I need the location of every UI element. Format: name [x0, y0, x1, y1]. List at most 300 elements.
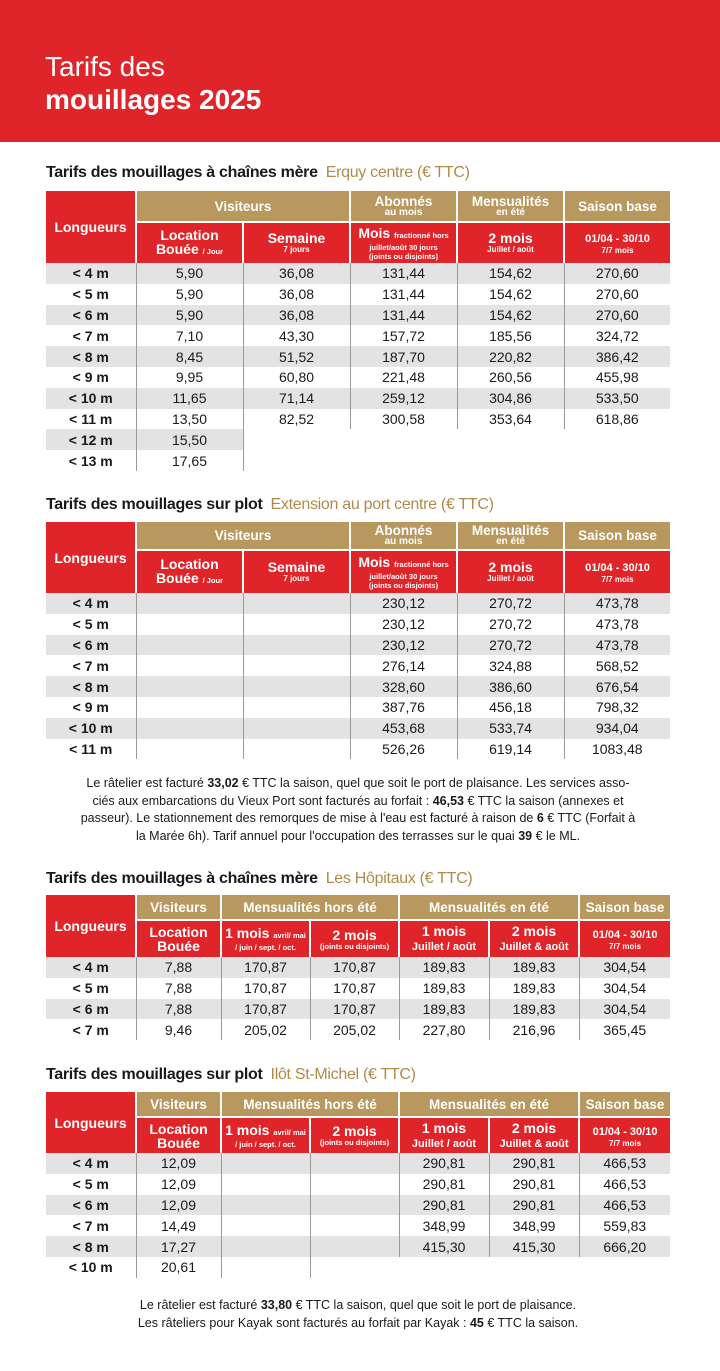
header-deux-mois [457, 550, 564, 593]
price-cell [221, 1236, 310, 1257]
note-text: € TTC la saison, quel que soit le port de plaisance. [292, 1298, 577, 1312]
price-cell: 290,81 [399, 1195, 489, 1216]
price-cell [243, 593, 350, 614]
header-un-mois-small: avril/ mai [273, 1127, 306, 1137]
price-cell: 12,09 [136, 1153, 221, 1174]
header-un-mois-ete [399, 1117, 489, 1153]
price-cell [457, 450, 564, 471]
header-deux-mois-sub: (joints ou disjoints) [319, 941, 390, 951]
price-cell: 473,78 [564, 614, 670, 635]
header-semaine [243, 222, 350, 263]
header-semaine-label: Semaine [267, 559, 326, 575]
price-cell: 227,80 [399, 1019, 489, 1040]
section-title-main: Tarifs des mouillages sur plot [46, 1066, 263, 1083]
price-cell: 353,64 [457, 409, 564, 430]
tarif-table-extension-port-centre [46, 522, 670, 759]
price-cell: 466,53 [579, 1174, 670, 1195]
header-deux-mois [310, 920, 399, 957]
price-cell: 12,09 [136, 1174, 221, 1195]
price-cell [579, 1257, 670, 1278]
row-length-label: < 4 m [46, 957, 136, 978]
price-cell [489, 1257, 579, 1278]
price-cell: 324,88 [457, 655, 564, 676]
section-title-main: Tarifs des mouillages sur plot [46, 496, 263, 513]
header-abonnes-sub: au mois [384, 536, 423, 547]
header-mensualites-label: Mensualités [471, 523, 550, 538]
price-cell: 466,53 [579, 1195, 670, 1216]
header-semaine-sub: 7 jours [283, 245, 310, 254]
table-row [46, 284, 670, 305]
header-location [136, 550, 243, 593]
price-cell [310, 1174, 399, 1195]
table-row [46, 1257, 670, 1278]
row-length-label: < 7 m [72, 657, 109, 674]
header-location-bouee: Bouée [157, 1134, 200, 1151]
header-mois-sub1: fractionné hors [394, 559, 449, 569]
header-un-mois-sub: / juin / sept. / oct. [235, 1139, 296, 1149]
row-length-label: < 5 m [72, 286, 109, 303]
price-cell: 466,53 [579, 1153, 670, 1174]
price-cell: 455,98 [564, 367, 670, 388]
note-text: € TTC (Forfait à [543, 811, 636, 825]
price-cell: 221,48 [350, 367, 457, 388]
price-cell [564, 450, 670, 471]
tarif-table-erquy-centre [46, 191, 670, 471]
table-row [46, 263, 670, 284]
price-cell [243, 718, 350, 739]
price-cell: 7,88 [136, 957, 221, 978]
header-dates-label: 01/04 - 30/10 [592, 1125, 658, 1138]
tarif-table-ilot-st-michel [46, 1092, 670, 1278]
header-longueurs: Longueurs [46, 191, 136, 263]
table-row [46, 429, 670, 450]
header-semaine-sub: 7 jours [283, 574, 310, 583]
price-cell: 473,78 [564, 635, 670, 656]
price-cell: 131,44 [350, 305, 457, 326]
price-cell [457, 429, 564, 450]
header-saison: Saison base [564, 191, 670, 222]
price-cell: 526,26 [350, 739, 457, 760]
price-cell: 17,27 [136, 1236, 221, 1257]
price-cell: 170,87 [310, 999, 399, 1020]
note-text: la Marée 6h). Tarif annuel pour l'occupation des terrasses sur le quai [135, 828, 519, 843]
price-cell: 300,58 [350, 409, 457, 430]
header-mois-sub2: juillet/août 30 jours [369, 242, 438, 252]
note-value: 46,53 [432, 793, 464, 808]
page-title-line2: mouillages 2025 [45, 84, 262, 115]
header-semaine-label: Semaine [267, 230, 326, 246]
header-un-mois-ete-label: 1 mois [421, 1119, 467, 1136]
header-mensualites-sub: en été [496, 206, 525, 218]
header-un-mois [221, 1117, 310, 1153]
header-deux-mois-ete [489, 1117, 579, 1153]
price-cell: 189,83 [399, 999, 489, 1020]
price-cell [221, 1153, 310, 1174]
section-subtitle: Les Hôpitaux (€ TTC) [325, 870, 473, 887]
price-cell: 189,83 [399, 978, 489, 999]
price-cell [243, 676, 350, 697]
price-cell: 934,04 [564, 718, 670, 739]
header-visiteurs: Visiteurs [136, 522, 350, 550]
price-cell: 619,14 [457, 739, 564, 760]
price-cell [221, 1215, 310, 1236]
header-dates-sub: 7/7 mois [609, 1138, 642, 1148]
table-row [46, 718, 670, 739]
row-length-label: < 7 m [72, 1217, 109, 1234]
header-en-ete: Mensualités en été [399, 895, 579, 920]
header-un-mois-sub: / juin / sept. / oct. [235, 943, 296, 952]
price-cell [310, 1153, 399, 1174]
header-saison: Saison base [564, 522, 670, 550]
price-cell [310, 1215, 399, 1236]
price-cell: 456,18 [457, 697, 564, 718]
table-row [46, 367, 670, 388]
header-mois-sub3: (joints ou disjoints) [368, 251, 439, 261]
header-deux-mois-ete [489, 920, 579, 957]
header-un-mois-ete-sub: Juillet / août [411, 941, 477, 953]
price-cell: 131,44 [350, 263, 457, 284]
table-row [46, 635, 670, 656]
price-cell: 36,08 [243, 263, 350, 284]
price-cell: 7,10 [136, 325, 243, 346]
price-cell: 290,81 [489, 1153, 579, 1174]
page-title-line1: Tarifs des [45, 51, 165, 82]
note-text: Le râtelier est facturé [139, 1298, 261, 1312]
price-cell: 170,87 [221, 978, 310, 999]
header-hors-ete: Mensualités hors été [221, 895, 399, 920]
price-cell [310, 1195, 399, 1216]
header-deux-mois-label: 2 mois [332, 1123, 377, 1139]
price-cell [310, 1236, 399, 1257]
header-location-unit: / Jour [202, 246, 224, 256]
table-row [46, 305, 670, 326]
row-length-label: < 9 m [72, 699, 109, 716]
price-cell [243, 739, 350, 760]
header-location-bouee: Bouée [157, 938, 200, 954]
header-location-label: Location [149, 1120, 208, 1137]
note-text: € TTC la saison, quel que soit le port de plaisance. Les services asso- [238, 776, 630, 790]
price-cell: 187,70 [350, 346, 457, 367]
price-cell: 5,90 [136, 263, 243, 284]
price-cell [221, 1195, 310, 1216]
price-cell: 365,45 [579, 1019, 670, 1040]
header-location [136, 222, 243, 263]
price-cell: 170,87 [310, 978, 399, 999]
price-cell: 270,72 [457, 593, 564, 614]
table-row [46, 1236, 670, 1257]
header-deux-mois-ete-sub: Juillet & août [499, 1137, 569, 1150]
price-cell: 189,83 [489, 957, 579, 978]
price-cell: 387,76 [350, 697, 457, 718]
table-row [46, 450, 670, 471]
note-rateliers-erquy [46, 775, 670, 845]
header-deux-mois-label: 2 mois [332, 926, 377, 943]
header-visiteurs: Visiteurs [136, 895, 221, 920]
price-cell: 270,72 [457, 635, 564, 656]
price-cell: 5,90 [136, 284, 243, 305]
price-cell: 290,81 [399, 1174, 489, 1195]
header-deux-mois-label: 2 mois [488, 559, 533, 575]
price-cell: 12,09 [136, 1195, 221, 1216]
header-visiteurs: Visiteurs [136, 191, 350, 222]
price-cell [399, 1257, 489, 1278]
price-cell [243, 697, 350, 718]
header-deux-mois [310, 1117, 399, 1153]
price-cell: 533,50 [564, 388, 670, 409]
table-row [46, 346, 670, 367]
header-deux-mois-sub: Juillet / août [487, 245, 534, 254]
price-cell: 304,54 [579, 978, 670, 999]
price-cell: 157,72 [350, 325, 457, 346]
price-cell: 154,62 [457, 263, 564, 284]
header-deux-mois-ete-sub: Juillet & août [499, 941, 569, 953]
price-cell: 304,86 [457, 388, 564, 409]
row-length-label: < 6 m [46, 999, 136, 1020]
price-cell: 324,72 [564, 325, 670, 346]
table-row [46, 1215, 670, 1236]
table-row [46, 978, 670, 999]
note-rateliers-ilot [46, 1297, 670, 1332]
header-abonnes-label: Abonnés [374, 193, 433, 209]
price-cell: 473,78 [564, 593, 670, 614]
price-cell [136, 635, 243, 656]
header-hors-ete: Mensualités hors été [221, 1092, 399, 1117]
price-cell: 60,80 [243, 367, 350, 388]
price-cell: 170,87 [310, 957, 399, 978]
header-location-label: Location [149, 924, 208, 940]
header-deux-mois-sub: (joints ou disjoints) [319, 1138, 390, 1147]
header-dates [579, 1117, 670, 1153]
table-row [46, 697, 670, 718]
note-value: 33,80 [260, 1298, 293, 1312]
price-cell [243, 614, 350, 635]
price-cell: 36,08 [243, 305, 350, 326]
section-subtitle: Erquy centre (€ TTC) [325, 164, 470, 181]
row-length-label: < 5 m [72, 980, 109, 997]
price-cell: 304,54 [579, 999, 670, 1020]
row-length-label: < 10 m [46, 388, 136, 409]
note-value: 33,02 [207, 776, 239, 790]
price-cell: 13,50 [136, 409, 243, 430]
table-row [46, 388, 670, 409]
price-cell: 453,68 [350, 718, 457, 739]
header-mois [350, 550, 457, 593]
table-row [46, 593, 670, 614]
price-cell: 216,96 [489, 1019, 579, 1040]
price-cell [136, 614, 243, 635]
note-text: Le râtelier est facturé [86, 776, 208, 790]
price-cell: 7,88 [136, 978, 221, 999]
table-row [46, 409, 670, 430]
note-value: 45 [469, 1315, 484, 1330]
price-cell [243, 429, 350, 450]
note-text: € TTC la saison. [483, 1315, 579, 1330]
price-cell: 51,52 [243, 346, 350, 367]
price-cell: 170,87 [221, 999, 310, 1020]
section-title [46, 496, 494, 514]
price-cell [136, 676, 243, 697]
row-length-label: < 7 m [72, 327, 109, 344]
note-text: € TTC la saison (annexes et [463, 793, 624, 808]
row-length-label: < 10 m [68, 1259, 113, 1276]
price-cell [350, 450, 457, 471]
row-length-label: < 9 m [72, 369, 109, 386]
table-row [46, 676, 670, 697]
price-cell: 270,60 [564, 263, 670, 284]
price-cell: 415,30 [399, 1236, 489, 1257]
note-value: 39 [518, 828, 533, 843]
price-cell: 290,81 [399, 1153, 489, 1174]
header-mensualites-sub: en été [496, 536, 525, 547]
header-abonnes-label: Abonnés [374, 523, 433, 538]
header-un-mois [221, 920, 310, 957]
table-row [46, 1174, 670, 1195]
price-cell [221, 1174, 310, 1195]
tarif-table-les-hopitaux [46, 895, 670, 1040]
price-cell: 82,52 [243, 409, 350, 430]
price-cell: 189,83 [489, 999, 579, 1020]
header-abonnes-sub: au mois [384, 206, 423, 218]
note-text: passeur). Le stationnement des remorques de mise à l'eau est facturé à raison de [80, 811, 537, 825]
price-cell: 205,02 [221, 1019, 310, 1040]
header-deux-mois [457, 222, 564, 263]
table-row [46, 325, 670, 346]
header-en-ete: Mensualités en été [399, 1092, 579, 1117]
row-length-label: < 11 m [69, 740, 113, 757]
row-length-label: < 6 m [46, 1195, 136, 1216]
header-deux-mois-sub: Juillet / août [487, 574, 534, 583]
price-cell: 559,83 [579, 1215, 670, 1236]
row-length-label: < 11 m [69, 410, 113, 427]
price-cell [243, 655, 350, 676]
price-cell [136, 739, 243, 760]
header-visiteurs: Visiteurs [136, 1092, 221, 1117]
table-row [46, 614, 670, 635]
price-cell [310, 1257, 399, 1278]
header-banner [0, 0, 720, 142]
header-location-bouee: Bouée [155, 569, 199, 586]
header-dates [564, 222, 670, 263]
header-saison: Saison base [579, 1092, 670, 1117]
table-row [46, 739, 670, 760]
row-length-label: < 6 m [46, 635, 136, 656]
header-location [136, 1117, 221, 1153]
price-cell [136, 697, 243, 718]
price-cell: 798,32 [564, 697, 670, 718]
table-row [46, 655, 670, 676]
note-text: ciés aux embarcations du Vieux Port sont facturés au forfait : [92, 793, 433, 808]
note-text: € le ML. [532, 828, 581, 843]
header-mensualites-label: Mensualités [471, 193, 550, 209]
price-cell: 15,50 [136, 429, 243, 450]
price-cell [243, 450, 350, 471]
header-deux-mois-ete-label: 2 mois [511, 923, 557, 939]
header-abonnes [350, 191, 457, 222]
header-dates-sub: 7/7 mois [601, 246, 634, 255]
header-mensualites [457, 191, 564, 222]
table-row [46, 1195, 670, 1216]
price-cell: 386,42 [564, 346, 670, 367]
price-cell: 170,87 [221, 957, 310, 978]
header-saison: Saison base [579, 895, 670, 920]
table-row [46, 957, 670, 978]
row-length-label: < 6 m [46, 305, 136, 326]
row-length-label: < 8 m [46, 1236, 136, 1257]
price-cell: 276,14 [350, 655, 457, 676]
price-cell: 618,86 [564, 409, 670, 430]
header-un-mois-label: 1 mois [225, 1121, 270, 1138]
row-length-label: < 5 m [72, 616, 109, 633]
price-cell [243, 635, 350, 656]
row-length-label: < 10 m [46, 718, 136, 739]
header-abonnes [350, 522, 457, 550]
price-cell [564, 429, 670, 450]
price-cell: 220,82 [457, 346, 564, 367]
row-length-label: < 12 m [46, 429, 136, 450]
section-subtitle: Extension au port centre (€ TTC) [270, 496, 494, 513]
price-cell: 230,12 [350, 635, 457, 656]
price-cell: 328,60 [350, 676, 457, 697]
price-cell [136, 718, 243, 739]
price-cell: 348,99 [489, 1215, 579, 1236]
price-cell: 290,81 [489, 1174, 579, 1195]
price-cell: 304,54 [579, 957, 670, 978]
price-cell: 154,62 [457, 305, 564, 326]
section-subtitle: Ilôt St-Michel (€ TTC) [270, 1066, 416, 1083]
price-cell [350, 429, 457, 450]
header-location-label: Location [160, 555, 219, 572]
header-un-mois-ete-label: 1 mois [421, 923, 467, 939]
section-title-main: Tarifs des mouillages à chaînes mère [46, 870, 318, 887]
price-cell: 270,72 [457, 614, 564, 635]
header-deux-mois-ete-label: 2 mois [511, 1119, 557, 1136]
row-length-label: < 5 m [72, 1176, 109, 1193]
price-cell: 189,83 [489, 978, 579, 999]
header-un-mois-small: avril/ mai [273, 931, 306, 940]
row-length-label: < 7 m [72, 1021, 109, 1038]
price-cell [136, 593, 243, 614]
header-mois-label: Mois [358, 553, 391, 570]
header-dates-label: 01/04 - 30/10 [585, 233, 650, 245]
price-cell: 8,45 [136, 346, 243, 367]
table-row [46, 999, 670, 1020]
header-location-bouee: Bouée [155, 240, 199, 257]
header-longueurs: Longueurs [46, 895, 136, 957]
row-length-label: < 4 m [46, 263, 136, 284]
price-cell: 17,65 [136, 450, 243, 471]
table-row [46, 1019, 670, 1040]
price-cell: 7,88 [136, 999, 221, 1020]
header-dates [579, 920, 670, 957]
price-cell: 20,61 [136, 1257, 221, 1278]
header-dates-label: 01/04 - 30/10 [592, 929, 658, 941]
price-cell: 1083,48 [564, 739, 670, 760]
section-title [46, 1066, 416, 1084]
header-location [136, 920, 221, 957]
header-mois-label: Mois [358, 224, 391, 241]
section-title [46, 164, 470, 182]
price-cell: 131,44 [350, 284, 457, 305]
header-un-mois-ete-sub: Juillet / août [411, 1137, 477, 1150]
row-length-label: < 4 m [46, 593, 136, 614]
table-row [46, 1153, 670, 1174]
price-cell: 415,30 [489, 1236, 579, 1257]
price-cell: 205,02 [310, 1019, 399, 1040]
header-mois-sub2: juillet/août 30 jours [369, 571, 438, 581]
note-text: Les râteliers pour Kayak sont facturés au forfait par Kayak : [137, 1315, 470, 1330]
price-cell: 348,99 [399, 1215, 489, 1236]
price-cell: 260,56 [457, 367, 564, 388]
